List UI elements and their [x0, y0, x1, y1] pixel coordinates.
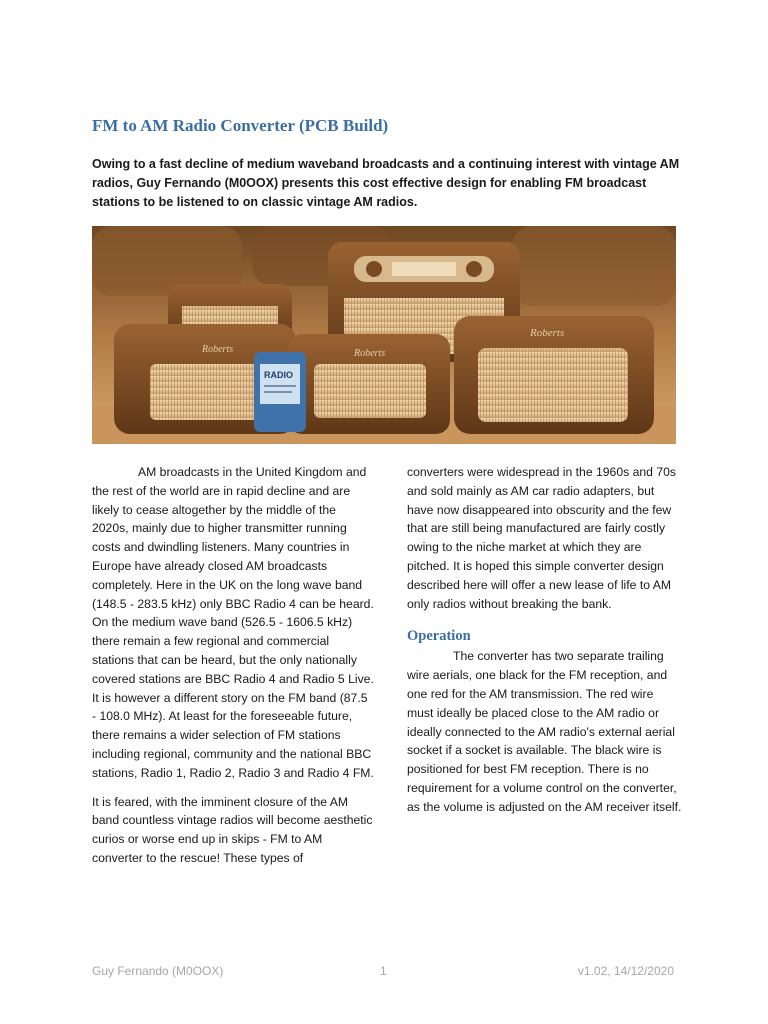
body-paragraph: It is feared, with the imminent closure of the AM band countless vintage radios will become aesthetic curios or worse end up in skips - FM to AM converter to the rescue! These types of — [92, 794, 373, 865]
body-paragraph: converters were widespread in the 1960s and 70s and sold mainly as AM car radio adapters, but have now disappeared into obscurity and the few that are still being manufactured are fairly costly owing to the niche market at which they are pitched. It is hoped this simple converter design described here will offer a new lease of life to AM only radios without breaking the bank. — [407, 465, 676, 611]
left-column — [92, 463, 374, 868]
intro-paragraph: Owing to a fast decline of medium waveband broadcasts and a continuing interest with vintage AM radios, Guy Fernando (M0OOX) presents this cost effective design for enabling FM broadcast stations to be listened to on classic vintage AM radios. — [92, 157, 680, 209]
footer-page-number: 1 — [380, 964, 387, 978]
document-title: FM to AM Radio Converter (PCB Build) — [92, 116, 389, 135]
right-column — [407, 463, 683, 817]
section-heading-operation: Operation — [407, 628, 471, 645]
photo-box-label: RADIO — [264, 370, 293, 380]
footer-version: v1.02, 14/12/2020 — [577, 964, 674, 978]
photo-brand-label-2: Roberts — [354, 348, 386, 359]
body-paragraph: The converter has two separate trailing wire aerials, one black for the FM reception, and one red for the AM transmission. The red wire must ideally be placed close to the AM radio or ideally connected to the AM radio's external aerial socket if a socket is available. The black wire is positioned for best FM reception. There is no requirement for a volume control on the converter, as the volume is adjusted on the AM receiver itself. — [407, 649, 682, 814]
body-paragraph: AM broadcasts in the United Kingdom and the rest of the world are in rapid decline and are likely to cease altogether by the middle of the 2020s, mainly due to higher transmitter running costs and dwindling listeners. Many countries in Europe have already closed AM broadcasts completely. Here in the UK on the long wave band (148.5 - 283.5 kHz) only BBC Radio 4 can be heard. On the medium wave band (526.5 - 1606.5 kHz) there remain a few regional and commercial stations that can be heard, but the only nationally covered stations are BBC Radio 4 and Radio 5 Live. It is however a different story on the FM band (87.5 - 108.0 MHz). At least for the foreseeable future, there remains a wider selection of FM stations including regional, community and the national BBC stations, Radio 1, Radio 2, Radio 3 and Radio 4 FM. — [92, 465, 374, 780]
footer-author: Guy Fernando (M0OOX) — [92, 964, 224, 978]
photo-brand-label-1: Roberts — [202, 344, 234, 355]
photo-brand-label-3: Roberts — [530, 327, 565, 339]
vintage-radios-photo — [92, 226, 676, 444]
